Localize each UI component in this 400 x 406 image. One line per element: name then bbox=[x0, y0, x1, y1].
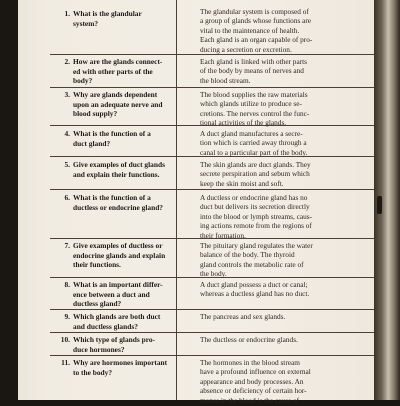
row-number: 4. bbox=[64, 129, 70, 138]
question-text: Which type of glands pro- duce hormones? bbox=[73, 335, 155, 354]
answer-text: A duct gland manufactures a secre- tion which is carried away through a canal to a particular part of the body. bbox=[200, 129, 308, 157]
question-text: How are the glands connect- ed with other parts of the body? bbox=[73, 57, 163, 86]
answer-text: A duct gland possess a duct or canal; whereas a ductless gland has no duct. bbox=[200, 280, 310, 299]
table-row bbox=[50, 0, 380, 55]
row-number: 11. bbox=[61, 358, 70, 367]
question-text: Give examples of ductless or endocrine glands and explain their functions. bbox=[73, 241, 166, 270]
table-row bbox=[50, 356, 380, 406]
row-number: 10. bbox=[60, 335, 70, 344]
question-text: What is the function of a duct gland? bbox=[73, 129, 151, 148]
question-text: What is the glandular system? bbox=[73, 9, 142, 28]
row-number: 1. bbox=[64, 9, 70, 18]
question-text: Why are glands dependent upon an adequate nerve and blood supply? bbox=[73, 90, 163, 119]
row-number: 7. bbox=[64, 241, 70, 250]
table-row bbox=[50, 157, 380, 190]
question-text: Why are hormones important to the body? bbox=[73, 358, 168, 377]
row-number: 2. bbox=[64, 57, 70, 66]
answer-text: A ductless or endocrine gland has no duct but delivers its secretion directly into the blood or lymph streams, caus- ing actions remote from the regions of their formation. bbox=[200, 193, 313, 240]
question-text: Which glands are both duct and ductless glands? bbox=[73, 312, 161, 331]
table-row bbox=[50, 278, 380, 310]
table-row bbox=[50, 190, 380, 239]
row-number: 6. bbox=[64, 193, 70, 202]
table-row bbox=[50, 88, 380, 126]
question-text: What is the function of a ductless or endocrine gland? bbox=[73, 193, 163, 212]
row-number: 8. bbox=[64, 280, 70, 289]
answer-text: Each gland is linked with other parts of the body by means of nerves and the blood stream. bbox=[200, 57, 307, 85]
binding-mark bbox=[377, 196, 382, 214]
row-number: 5. bbox=[64, 160, 70, 169]
answer-text: The glandular system is composed of a group of glands whose functions are vital to the maintenance of health. Each gland is an organ capable of pro- ducing a secretion or excretion. bbox=[200, 7, 313, 54]
table-row bbox=[50, 239, 380, 278]
answer-text: The ductless or endocrine glands. bbox=[200, 335, 298, 344]
table-row bbox=[50, 55, 380, 88]
answer-text: The hormones in the blood stream have a profound influence on external appearance and body processes. An absence or deficiency of certain hor- mones in the blood is the cause of bbox=[200, 358, 311, 405]
answer-text: The pituitary gland regulates the water balance of the body. The thyroid gland controls the metabolic rate of the body. bbox=[200, 241, 313, 279]
row-number: 3. bbox=[64, 90, 70, 99]
answer-text: The pancreas and sex glands. bbox=[200, 312, 286, 321]
table-row bbox=[50, 126, 380, 157]
book-page bbox=[18, 0, 388, 405]
answer-text: The skin glands are duct glands. They secrete perspiration and sebum which keep the skin moist and soft. bbox=[200, 160, 311, 188]
table-row bbox=[50, 310, 380, 333]
table-row bbox=[50, 333, 380, 356]
answer-text: The blood supplies the raw materials which glands utilize to produce se- cretions. The nerves control the func- tional activities of the glands. bbox=[200, 90, 310, 128]
question-text: Give examples of duct glands and explain their functions. bbox=[73, 160, 165, 179]
question-text: What is an important differ- ence between a duct and ductless gland? bbox=[73, 280, 163, 309]
row-number: 9. bbox=[64, 312, 70, 321]
